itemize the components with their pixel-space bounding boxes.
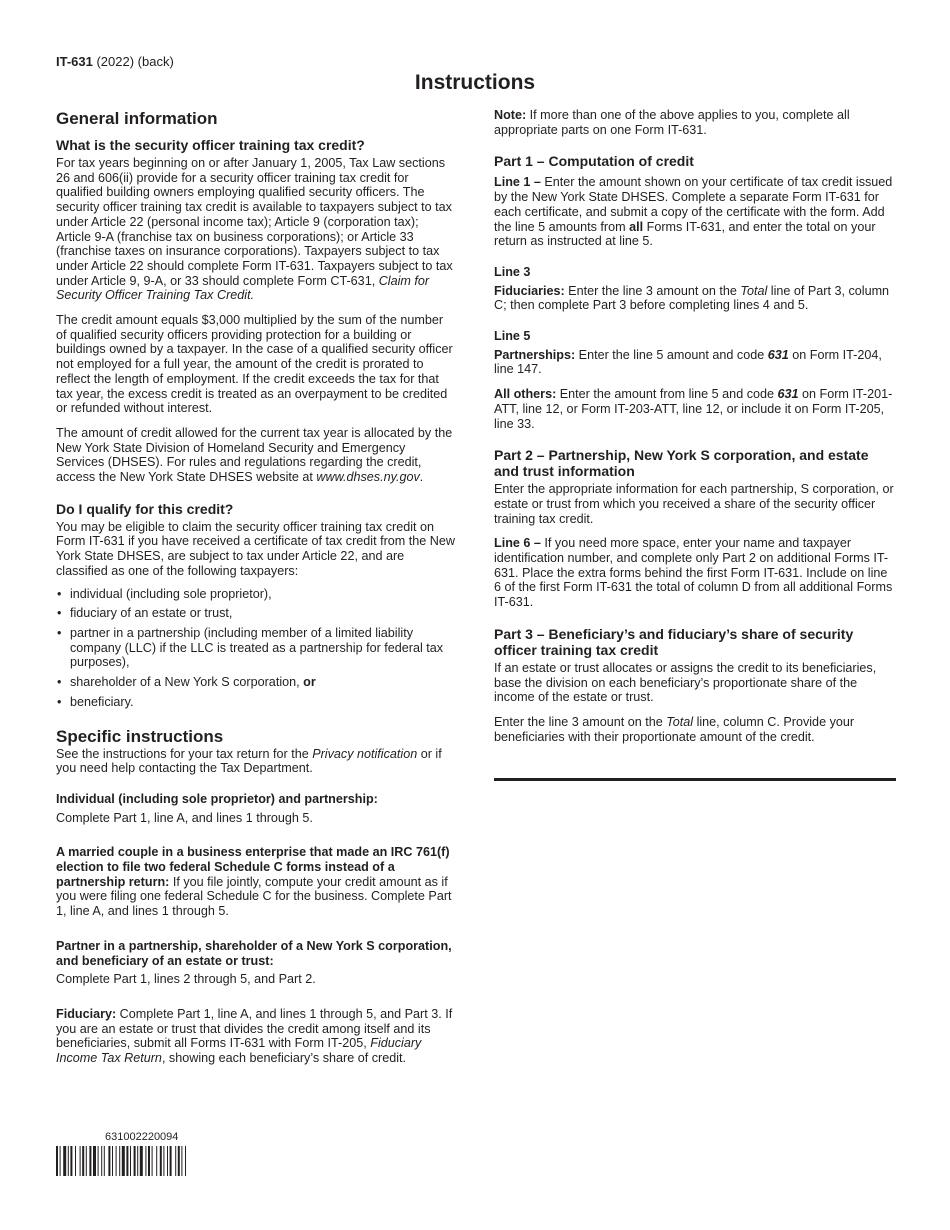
note-paragraph: Note: If more than one of the above applies to you, complete all appropriate parts on one Form IT-631. xyxy=(494,108,850,137)
part3-paragraph-2: Enter the line 3 amount on the Total line, column C. Provide your beneficiaries with their proportionate amount of the credit. xyxy=(494,714,855,744)
line3-heading: Line 3 xyxy=(494,264,531,279)
line6-paragraph: Line 6 – If you need more space, enter your name and taxpayer identification number, and complete only Part 2 on additional Forms IT-631. Place the extra forms behind the first Form IT-631. Include on line 6 of the first Form IT-631 the total of column D from all additional Forms IT-631. xyxy=(494,536,893,610)
list-item: • individual (including sole proprietor), xyxy=(56,587,456,602)
individual-heading: Individual (including sole proprietor) and partnership: xyxy=(56,791,378,806)
qualify-paragraph: You may be eligible to claim the security officer training tax credit on Form IT-631 if you have received a certificate of tax credit from the New York State DHSES, are subject to tax under Article 22, and are classified as one of the following taxpayers: xyxy=(56,519,455,578)
line1-paragraph: Line 1 – Enter the amount shown on your certificate of tax credit issued by the New York State DHSES. Complete a separate Form IT-631 for each certificate, and submit a copy of the certificate with the form. Add the line 5 amounts from all Forms IT-631, and enter the total on your return as instructed at line 5. xyxy=(494,175,893,249)
list-item: • beneficiary. xyxy=(56,695,456,710)
left-column xyxy=(56,108,456,1076)
what-is-credit-question: What is the security officer training tax credit? xyxy=(56,137,365,153)
individual-text: Complete Part 1, line A, and lines 1 through 5. xyxy=(56,810,313,825)
general-information-heading: General information xyxy=(56,109,218,128)
qualify-question: Do I qualify for this credit? xyxy=(56,500,234,517)
specific-intro: See the instructions for your tax return for the Privacy notification or if you need help contacting the Tax Department. xyxy=(56,746,442,776)
right-column xyxy=(494,108,896,781)
line5-heading: Line 5 xyxy=(494,329,531,344)
specific-instructions-heading: Specific instructions xyxy=(56,726,224,746)
form-id-header xyxy=(56,54,174,69)
barcode-number: 631002220094 xyxy=(105,1131,179,1143)
part1-heading: Part 1 – Computation of credit xyxy=(494,153,694,170)
end-of-instructions-rule xyxy=(494,778,896,781)
barcode-image xyxy=(56,1146,240,1176)
line3-paragraph: Fiduciaries: Enter the line 3 amount on the Total line of Part 3, column C; then complete Part 3 before completing lines 4 and 5. xyxy=(494,283,890,313)
what-is-credit-paragraph-2: The credit amount equals $3,000 multiplied by the sum of the number of qualified security officers providing protection for a building or buildings owned by a taxpayer. In the case of a qualified security officer not employed for a full year, the amount of the credit is prorated to reflect the length of employment. If the credit exceeds the tax for that tax year, the excess credit is treated as an overpayment to be credited or refunded without interest. xyxy=(56,313,453,416)
taxpayer-type-list xyxy=(56,587,456,710)
part3-paragraph-1: If an estate or trust allocates or assigns the credit to its beneficiaries, base the division on each beneficiary’s proportionate share of the income of the estate or trust. xyxy=(494,660,877,705)
married-couple-paragraph: A married couple in a business enterprise that made an IRC 761(f) election to file two federal Schedule C forms instead of a partnership return: If you file jointly, compute your credit amount as if you were filing one federal Schedule C for the business. Complete Part 1, line A, and lines 1 through 5. xyxy=(56,845,452,919)
part2-heading: Part 2 – Partnership, New York S corporation, and estate and trust information xyxy=(494,447,869,480)
form-number: IT-631 xyxy=(56,54,93,69)
what-is-credit-paragraph-3: The amount of credit allowed for the current tax year is allocated by the New York State Division of Homeland Security and Emergency Services (DHSES). For rules and regulations regarding the credit, access the New York State DHSES website at www.dhses.ny.gov. xyxy=(56,425,453,485)
partner-text: Complete Part 1, lines 2 through 5, and Part 2. xyxy=(56,972,316,987)
fiduciary-paragraph: Fiduciary: Complete Part 1, line A, and lines 1 through 5, and Part 3. If you are an estate or trust that divides the credit among itself and its beneficiaries, submit all Forms IT-631 with Form IT-205, Fiduciary Income Tax Return, showing each beneficiary’s share of credit. xyxy=(56,1006,453,1066)
what-is-credit-paragraph-1: For tax years beginning on or after January 1, 2005, Tax Law sections 26 and 606(ii) provide for a security officer training tax credit for qualified building owners employing qualified security officers. The security officer training tax credit is available to taxpayers subject to tax under Article 22 (personal income tax); Article 9 (corporation tax); Article 9-A (franchise tax on business corporations); or Article 33 (franchise taxes on insurance corporations). Taxpayers subject to tax under Article 22 should complete Form IT-631. Taxpayers subject to tax under Article 9, 9-A, or 33 should complete Form CT-631, Claim for Security Officer Training Tax Credit. xyxy=(56,156,453,303)
list-item: • fiduciary of an estate or trust, xyxy=(56,606,456,621)
part2-paragraph: Enter the appropriate information for each partnership, S corporation, or estate or trust from which you received a share of the security officer training tax credit. xyxy=(494,482,894,526)
part3-heading: Part 3 – Beneficiary’s and fiduciary’s share of security officer training tax credit xyxy=(494,625,854,658)
list-item: • shareholder of a New York S corporation, or xyxy=(56,675,456,690)
form-year-side: (2022) (back) xyxy=(92,54,174,69)
line5-partnerships-paragraph: Partnerships: Enter the line 5 amount and code 631 on Form IT-204, line 147. xyxy=(494,347,882,377)
partner-heading: Partner in a partnership, shareholder of a New York S corporation, and beneficiary of an estate or trust: xyxy=(56,938,452,968)
line5-all-others-paragraph: All others: Enter the amount from line 5 and code 631 on Form IT-201-ATT, line 12, or Form IT-203-ATT, line 12, or include it on Form IT-205, line 33. xyxy=(494,387,893,431)
list-item: • partner in a partnership (including member of a limited liability company (LLC) if the LLC is treated as a partnership for federal tax purposes), xyxy=(56,626,456,670)
dhses-website: www.dhses.ny.gov xyxy=(316,470,420,485)
page-title: Instructions xyxy=(414,71,536,94)
